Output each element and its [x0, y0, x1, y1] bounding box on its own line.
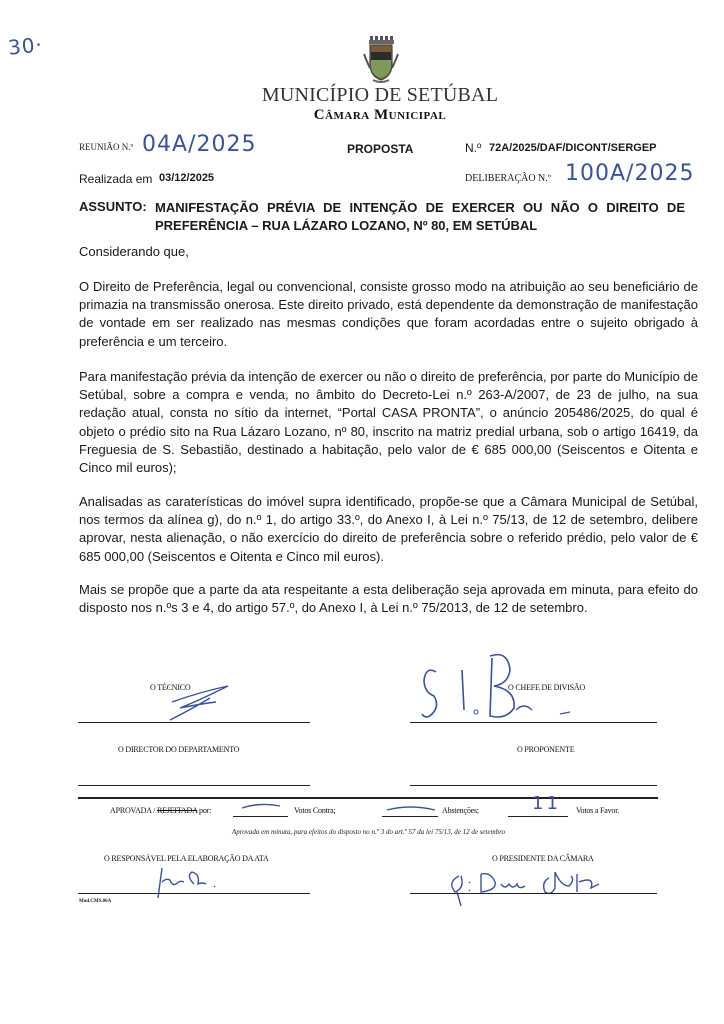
paragraph-4: Mais se propõe que a parte da ata respeitante a esta deliberação seja aprovada em minuta, para efeito do disposto nos n.ºs 3 e 4, do artigo 57.º, do Anexo I, à Lei n.º 75/2013, de 12 de setembro. [79, 582, 698, 616]
responsavel-ata-signature [150, 858, 240, 906]
page-number-annotation: 30· [6, 32, 44, 60]
approval-status [110, 806, 211, 815]
director-label: O DIRECTOR DO DEPARTAMENTO [118, 745, 240, 754]
presidente-signature-line [410, 893, 657, 894]
abstencoes-label: Abstenções; [442, 806, 479, 815]
proposta-number-label: N.º [465, 141, 482, 155]
paragraph-1: O Direito de Preferência, legal ou convencional, consiste grosso modo na atribuição ao seu beneficiário de primazia na transmissão onerosa. Este direito privado, está dependente da demonstração de manifestação de vontade em ser realizado nas mesmas condições que foram acordadas entre o sujeito obrigado à preferência e um terceiro. [79, 279, 698, 349]
director-signature-line [78, 785, 310, 786]
responsavel-ata-label: O RESPONSÁVEL PELA ELABORAÇÃO DA ATA [104, 854, 269, 863]
votos-favor-line [508, 816, 568, 817]
reuniao-label: REUNIÃO N.º [79, 142, 134, 152]
presidente-signature [445, 862, 635, 910]
reuniao-value: 04A/2025 [142, 132, 257, 157]
votos-favor-value: 11 [532, 793, 561, 814]
votos-contra-line [233, 816, 288, 817]
assunto-text: MANIFESTAÇÃO PRÉVIA DE INTENÇÃO DE EXERCER OU NÃO O DIREITO DE PREFERÊNCIA – RUA LÁZARO LOZANO, Nº 80, EM SETÚBAL [155, 200, 685, 233]
tecnico-label: O TÉCNICO [150, 683, 191, 692]
votos-favor-label: Votos a Favor. [576, 806, 620, 815]
form-code: Mod.CMS.06A [79, 899, 112, 904]
deliberacao-value: 100A/2025 [565, 161, 695, 186]
votos-contra-dash [240, 800, 290, 812]
proponente-signature-line [410, 785, 657, 786]
chefe-divisao-signature-line [410, 722, 657, 723]
presidente-label: O PRESIDENTE DA CÂMARA [492, 854, 594, 863]
chamber-name: Câmara Municipal [313, 107, 447, 123]
proponente-label: O PROPONENTE [517, 745, 575, 754]
paragraph-2: Para manifestação prévia da intenção de exercer ou não o direito de preferência, por parte do Município de Setúbal, sobre a compra e venda, no âmbito do Decreto-Lei n.º 263-A/2007, de 23 de julho, na sua redação atual, consta no sítio da internet, “Portal CASA PRONTA”, o anúncio 205486/2025, do qual é objeto o prédio sito na Rua Lázaro Lozano, nº 80, inscrito na matriz predial urbana, sob o artigo 16419, da Freguesia de S. Sebastião, destinado a habitação, pelo valor de € 685 000,00 (Seiscentos e Oitenta e Cinco mil euros); [79, 369, 698, 476]
realizada-label: Realizada em [79, 172, 153, 186]
proposta-label: PROPOSTA [347, 142, 414, 156]
minuta-note: Aprovada em minuta, para efeitos do disposto no n.º 3 do art.º 57 da lei 75/13, de 12 de setembro [232, 828, 506, 836]
section-divider [78, 797, 658, 799]
chefe-divisao-signature [420, 650, 620, 725]
abstencoes-dash [385, 800, 445, 814]
deliberacao-label: DELIBERAÇÃO N.º [465, 173, 551, 184]
intro-text: Considerando que, [79, 244, 189, 259]
coat-of-arms-icon [361, 34, 401, 84]
municipality-name: MUNICÍPIO DE SETÚBAL [261, 84, 499, 106]
proposta-number: 72A/2025/DAF/DICONT/SERGEP [489, 142, 657, 154]
assunto-label: ASSUNTO: [79, 199, 147, 214]
paragraph-3: Analisadas as caraterísticas do imóvel supra identificado, propõe-se que a Câmara Municipal de Setúbal, nos termos da alínea g), do n.º 1, do artigo 33.º, do Anexo I, à Lei n.º 75/13, de 12 de setembro, delibere aprovar, nesta alienação, o não exercício do direito de preferência sobre o referido prédio, pelo valor de € 685 000,00 (Seiscentos e Oitenta e Cinco mil euros). [79, 494, 698, 564]
abstencoes-line [382, 816, 438, 817]
por-label: por: [197, 806, 212, 815]
votos-contra-label: Votos Contra; [294, 806, 336, 815]
tecnico-signature-line [78, 722, 310, 723]
aprovada-label: APROVADA / [110, 806, 157, 815]
realizada-date: 03/12/2025 [159, 172, 215, 184]
rejeitada-label: REJEITADA [157, 806, 198, 815]
chefe-divisao-label: O CHEFE DE DIVISÃO [508, 683, 586, 692]
responsavel-ata-signature-line [78, 893, 310, 894]
